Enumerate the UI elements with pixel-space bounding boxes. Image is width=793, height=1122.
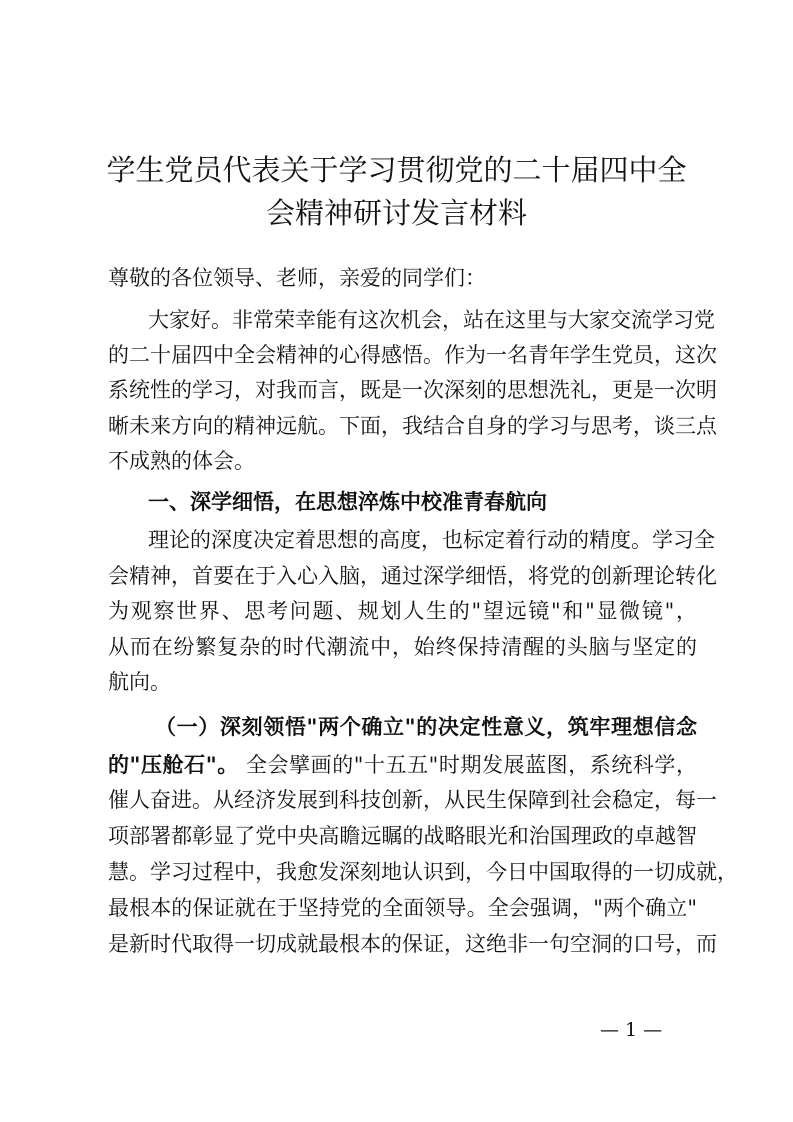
paragraph-line: 的二十届四中全会精神的心得感悟。作为一名青年学生党员，这次 <box>108 343 717 367</box>
subheading-line: （一）深刻领悟"两个确立"的决定性意义，筑牢理想信念 <box>155 714 697 739</box>
subheading-tail: 的"压舱石"。 <box>108 752 239 777</box>
paragraph-line: 项部署都彰显了党中央高瞻远瞩的战略眼光和治国理政的卓越智 <box>108 824 697 848</box>
paragraph-line: 晰未来方向的精神远航。下面，我结合自身的学习与思考，谈三点 <box>108 414 717 438</box>
paragraph-line: 从而在纷繁复杂的时代潮流中，始终保持清醒的头脑与坚定的 <box>108 635 697 659</box>
paragraph-line: 催人奋进。从经济发展到科技创新，从民生保障到社会稳定，每一 <box>108 788 717 812</box>
paragraph-line: 慧。学习过程中，我愈发深刻地认识到，今日中国取得的一切成就， <box>108 860 738 884</box>
paragraph-line: 为观察世界、思考问题、规划人生的"望远镜"和"显微镜"， <box>108 599 697 623</box>
subheading-line-2 <box>108 750 697 780</box>
document-title-line-2: 会精神研讨发言材料 <box>265 196 527 230</box>
section-heading-1: 一、深学细悟，在思想淬炼中校准青春航向 <box>148 490 547 514</box>
paragraph-line: 是新时代取得一切成就最根本的保证，这绝非一句空洞的口号，而 <box>108 932 717 956</box>
paragraph-line: 会精神，首要在于入心入脑，通过深学细悟，将党的创新理论转化 <box>108 564 717 588</box>
greeting: 尊敬的各位领导、老师，亲爱的同学们： <box>108 266 486 290</box>
document-title-line-1: 学生党员代表关于学习贯彻党的二十届四中全 <box>106 153 687 187</box>
page-number: — 1 — <box>600 1019 663 1041</box>
paragraph-line: 理论的深度决定着思想的高度，也标定着行动的精度。学习全 <box>148 528 715 552</box>
paragraph-line: 最根本的保证就在于坚持党的全面领导。全会强调，"两个确立" <box>108 896 697 920</box>
paragraph-line: 大家好。非常荣幸能有这次机会，站在这里与大家交流学习党 <box>148 308 715 332</box>
paragraph-line: 不成熟的体会。 <box>108 449 255 473</box>
paragraph-line: 系统性的学习，对我而言，既是一次深刻的思想洗礼，更是一次明 <box>108 378 717 402</box>
paragraph-line: 航向。 <box>108 670 171 694</box>
paragraph-text: 全会擘画的"十五五"时期发展蓝图，系统科学， <box>246 753 697 777</box>
